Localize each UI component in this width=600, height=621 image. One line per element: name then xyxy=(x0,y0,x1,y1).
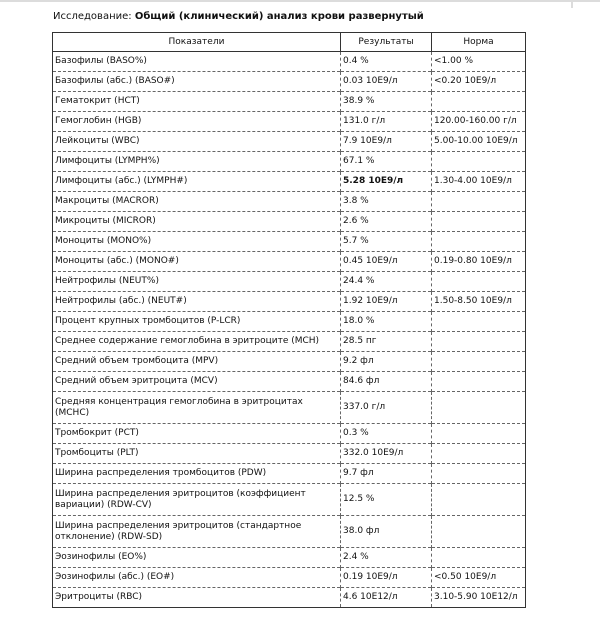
table-row xyxy=(53,192,526,212)
result-cell: 337.0 г/л xyxy=(341,392,432,424)
indicator-cell: Средний объем тромбоцита (MPV) xyxy=(53,352,341,372)
norm-cell xyxy=(432,392,526,424)
table-row xyxy=(53,588,526,608)
norm-cell xyxy=(432,424,526,444)
results-table xyxy=(52,32,526,608)
norm-cell xyxy=(432,92,526,112)
indicator-cell: Эозинофилы (EO%) xyxy=(53,548,341,568)
indicator-cell: Нейтрофилы (абс.) (NEUT#) xyxy=(53,292,341,312)
indicator-cell: Лимфоциты (LYMPH%) xyxy=(53,152,341,172)
norm-cell: 0.19-0.80 10E9/л xyxy=(432,252,526,272)
table-row xyxy=(53,292,526,312)
result-cell: 12.5 % xyxy=(341,484,432,516)
norm-cell: 1.30-4.00 10E9/л xyxy=(432,172,526,192)
study-label: Исследование: xyxy=(53,11,135,22)
norm-cell xyxy=(432,484,526,516)
indicator-cell: Моноциты (абс.) (MONO#) xyxy=(53,252,341,272)
indicator-cell: Ширина распределения тромбоцитов (PDW) xyxy=(53,464,341,484)
norm-cell: 120.00-160.00 г/л xyxy=(432,112,526,132)
norm-cell xyxy=(432,444,526,464)
table-row xyxy=(53,232,526,252)
table-row xyxy=(53,252,526,272)
table-row xyxy=(53,52,526,72)
indicator-cell: Средняя концентрация гемоглобина в эритроцитах (MCHC) xyxy=(53,392,341,424)
column-header-result: Результаты xyxy=(341,33,432,52)
norm-cell: 1.50-8.50 10E9/л xyxy=(432,292,526,312)
indicator-cell: Нейтрофилы (NEUT%) xyxy=(53,272,341,292)
top-edge-line xyxy=(0,0,600,2)
result-cell: 131.0 г/л xyxy=(341,112,432,132)
result-cell: 38.9 % xyxy=(341,92,432,112)
result-cell: 0.19 10E9/л xyxy=(341,568,432,588)
norm-cell xyxy=(432,312,526,332)
result-cell: 332.0 10E9/л xyxy=(341,444,432,464)
table-row xyxy=(53,548,526,568)
indicator-cell: Макроциты (MACROR) xyxy=(53,192,341,212)
result-cell: 0.03 10E9/л xyxy=(341,72,432,92)
indicator-cell: Лейкоциты (WBC) xyxy=(53,132,341,152)
norm-cell: 5.00-10.00 10E9/л xyxy=(432,132,526,152)
indicator-cell: Процент крупных тромбоцитов (P-LCR) xyxy=(53,312,341,332)
table-row xyxy=(53,92,526,112)
norm-cell xyxy=(432,352,526,372)
study-name: Общий (клинический) анализ крови развернутый xyxy=(134,11,424,22)
norm-cell xyxy=(432,272,526,292)
table-row xyxy=(53,152,526,172)
indicator-cell: Базофилы (абс.) (BASO#) xyxy=(53,72,341,92)
norm-cell: <0.50 10E9/л xyxy=(432,568,526,588)
result-cell: 0.45 10E9/л xyxy=(341,252,432,272)
right-edge-line xyxy=(571,0,573,8)
indicator-cell: Эозинофилы (абс.) (EO#) xyxy=(53,568,341,588)
result-cell: 0.4 % xyxy=(341,52,432,72)
column-header-norm: Норма xyxy=(432,33,526,52)
indicator-cell: Тромбокрит (PCT) xyxy=(53,424,341,444)
indicator-cell: Моноциты (MONO%) xyxy=(53,232,341,252)
indicator-cell: Ширина распределения эритроцитов (коэффициент вариации) (RDW-CV) xyxy=(53,484,341,516)
table-row xyxy=(53,484,526,516)
norm-cell: 3.10-5.90 10E12/л xyxy=(432,588,526,608)
result-cell: 67.1 % xyxy=(341,152,432,172)
result-cell: 2.6 % xyxy=(341,212,432,232)
result-cell: 9.2 фл xyxy=(341,352,432,372)
result-cell: 84.6 фл xyxy=(341,372,432,392)
column-header-indicator: Показатели xyxy=(53,33,341,52)
result-cell: 0.3 % xyxy=(341,424,432,444)
indicator-cell: Тромбоциты (PLT) xyxy=(53,444,341,464)
norm-cell xyxy=(432,372,526,392)
norm-cell xyxy=(432,192,526,212)
result-cell: 7.9 10E9/л xyxy=(341,132,432,152)
result-cell: 5.28 10E9/л xyxy=(341,172,432,192)
indicator-cell: Среднее содержание гемоглобина в эритроците (MCH) xyxy=(53,332,341,352)
norm-cell xyxy=(432,212,526,232)
table-row xyxy=(53,112,526,132)
result-cell: 9.7 фл xyxy=(341,464,432,484)
table-row xyxy=(53,72,526,92)
indicator-cell: Микроциты (MICROR) xyxy=(53,212,341,232)
table-row xyxy=(53,392,526,424)
table-row xyxy=(53,272,526,292)
norm-cell xyxy=(432,232,526,252)
result-cell: 2.4 % xyxy=(341,548,432,568)
result-cell: 38.0 фл xyxy=(341,516,432,548)
indicator-cell: Гемоглобин (HGB) xyxy=(53,112,341,132)
table-row xyxy=(53,312,526,332)
result-cell: 5.7 % xyxy=(341,232,432,252)
indicator-cell: Эритроциты (RBC) xyxy=(53,588,341,608)
table-row xyxy=(53,516,526,548)
result-cell: 1.92 10E9/л xyxy=(341,292,432,312)
result-cell: 24.4 % xyxy=(341,272,432,292)
table-header-row xyxy=(53,33,526,52)
result-cell: 18.0 % xyxy=(341,312,432,332)
norm-cell xyxy=(432,152,526,172)
table-row xyxy=(53,352,526,372)
indicator-cell: Гематокрит (HCT) xyxy=(53,92,341,112)
indicator-cell: Средний объем эритроцита (MCV) xyxy=(53,372,341,392)
table-row xyxy=(53,424,526,444)
norm-cell xyxy=(432,464,526,484)
norm-cell: <0.20 10E9/л xyxy=(432,72,526,92)
indicator-cell: Лимфоциты (абс.) (LYMPH#) xyxy=(53,172,341,192)
table-row xyxy=(53,568,526,588)
table-row xyxy=(53,464,526,484)
norm-cell xyxy=(432,516,526,548)
table-row xyxy=(53,444,526,464)
norm-cell xyxy=(432,332,526,352)
study-title xyxy=(53,10,424,24)
table-row xyxy=(53,132,526,152)
table-row xyxy=(53,372,526,392)
table-row xyxy=(53,172,526,192)
norm-cell: <1.00 % xyxy=(432,52,526,72)
result-cell: 3.8 % xyxy=(341,192,432,212)
table-row xyxy=(53,212,526,232)
norm-cell xyxy=(432,548,526,568)
result-cell: 4.6 10E12/л xyxy=(341,588,432,608)
table-row xyxy=(53,332,526,352)
result-cell: 28.5 пг xyxy=(341,332,432,352)
indicator-cell: Базофилы (BASO%) xyxy=(55,56,147,66)
indicator-cell: Ширина распределения эритроцитов (стандартное отклонение) (RDW-SD) xyxy=(53,516,341,548)
